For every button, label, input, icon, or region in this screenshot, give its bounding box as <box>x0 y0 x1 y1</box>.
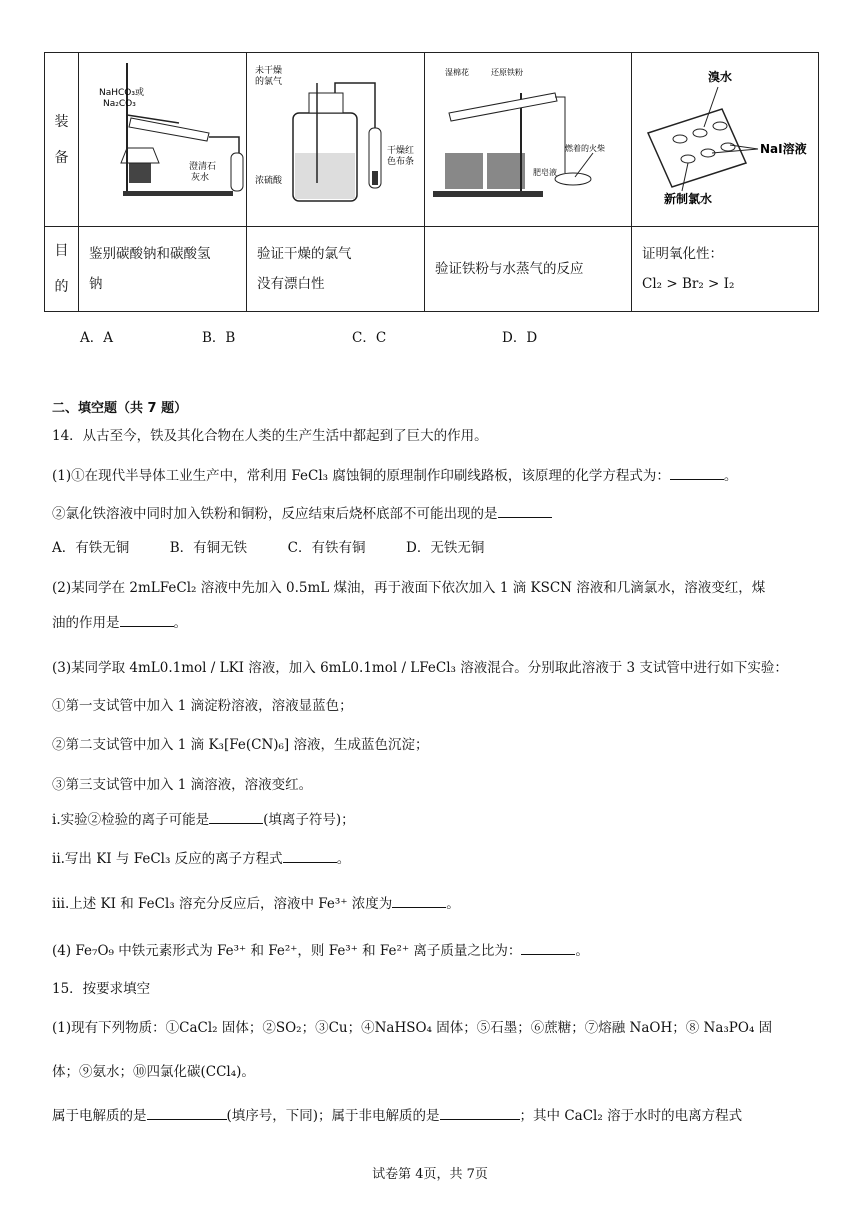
q14-3-iii: iii.上述 KI 和 FeCl₃ 溶充分反应后，溶液中 Fe³⁺ 浓度为 。 <box>52 896 460 912</box>
option-b[interactable]: B．B <box>202 330 236 346</box>
q14-4-line: (4) Fe₇O₉ 中铁元素形式为 Fe³⁺ 和 Fe²⁺，则 Fe³⁺ 和 Fe²⁺ 离子质量之比为： 。 <box>52 943 589 959</box>
option-a[interactable]: A．A <box>80 330 113 346</box>
q14-3-step2: ②第二支试管中加入 1 滴 K₃[Fe(CN)₆] 溶液，生成蓝色沉淀； <box>52 737 429 753</box>
q14-3-step3: ③第三支试管中加入 1 滴溶液，溶液变红。 <box>52 777 313 793</box>
purpose-3: 验证铁粉与水蒸气的反应 <box>425 227 632 312</box>
q14-3-step1: ①第一支试管中加入 1 滴淀粉溶液，溶液显蓝色； <box>52 698 353 714</box>
svg-text:Na₂CO₃: Na₂CO₃ <box>103 99 136 109</box>
section-heading: 二、填空题（共 7 题） <box>52 401 188 416</box>
q14-3-i: i.实验②检验的离子可能是 (填离子符号)； <box>52 812 355 828</box>
svg-text:干燥红: 干燥红 <box>387 146 415 156</box>
iron-steam-diagram-icon <box>425 53 632 222</box>
gas-wash-bottle-diagram-icon <box>247 53 425 222</box>
q14-1b-line: ②氯化铁溶液中同时加入铁粉和铜粉，反应结束后烧杯底部不可能出现的是 <box>52 502 552 522</box>
q14-stem: 14．从古至今，铁及其化合物在人类的生产生活中都起到了巨大的作用。 <box>52 428 488 444</box>
svg-text:色布条: 色布条 <box>387 157 415 167</box>
svg-text:新制氯水: 新制氯水 <box>664 192 713 206</box>
apparatus-table <box>44 52 819 312</box>
row-head-apparatus: 装 备 <box>45 53 79 227</box>
heating-tube-diagram-icon <box>79 53 247 222</box>
svg-text:澄清石: 澄清石 <box>189 162 217 172</box>
q14-2-line2: 油的作用是 。 <box>52 615 187 631</box>
q15-1-line: (1)现有下列物质：①CaCl₂ 固体；②SO₂；③Cu；④NaHSO₄ 固体；⑤石墨；⑥蔗糖；⑦熔融 NaOH；⑧ Na₃PO₄ 固 <box>52 1020 773 1036</box>
svg-text:燃着的火柴: 燃着的火柴 <box>565 144 605 153</box>
row-head-purpose: 目 的 <box>45 227 79 312</box>
answer-blank[interactable] <box>283 850 337 863</box>
q14-3-line: (3)某同学取 4mL0.1mol / LKI 溶液，加入 6mL0.1mol / LFeCl₃ 溶液混合。分别取此溶液于 3 支试管中进行如下实验： <box>52 660 788 676</box>
spot-plate-diagram-icon <box>632 53 819 222</box>
svg-text:溴水: 溴水 <box>708 70 733 84</box>
q14-2-line: (2)某同学在 2mLFeCl₂ 溶液中先加入 0.5mL 煤油，再于液面下依次加入 1 滴 KSCN 溶液和几滴氯水，溶液变红，煤 <box>52 580 766 596</box>
q14-1b-options: A．有铁无铜 B．有铜无铁 C．有铁有铜 D．无铁无铜 <box>52 540 485 556</box>
svg-text:还原铁粉: 还原铁粉 <box>491 68 523 77</box>
page-footer: 试卷第 4页，共 7页 <box>372 1167 488 1182</box>
q15-1-line3: 属于电解质的是 (填序号，下同)；属于非电解质的是 ；其中 CaCl₂ 溶于水时的电离方程式 <box>52 1108 743 1124</box>
apparatus-3 <box>425 53 632 227</box>
apparatus-4 <box>632 53 819 227</box>
apparatus-2 <box>247 53 425 227</box>
svg-text:未干燥: 未干燥 <box>255 66 283 76</box>
answer-blank[interactable] <box>521 942 575 955</box>
svg-text:的氯气: 的氯气 <box>255 77 283 87</box>
answer-blank[interactable] <box>120 614 174 627</box>
answer-blank[interactable] <box>147 1107 227 1120</box>
answer-blank[interactable] <box>392 895 446 908</box>
q14-3-ii: ii.写出 KI 与 FeCl₃ 反应的离子方程式 。 <box>52 851 351 867</box>
q15-1-line2: 体；⑨氨水；⑩四氯化碳(CCl₄)。 <box>52 1064 255 1080</box>
q14-1-line: (1)①在现代半导体工业生产中，常利用 FeCl₃ 腐蚀铜的原理制作印刷线路板，该原理的化学方程式为： 。 <box>52 468 738 484</box>
purpose-1: 鉴别碳酸钠和碳酸氢 钠 <box>79 227 247 312</box>
answer-blank[interactable] <box>440 1107 520 1120</box>
svg-text:NaHCO₃或: NaHCO₃或 <box>99 88 144 98</box>
q15-stem: 15．按要求填空 <box>52 981 151 997</box>
answer-blank[interactable] <box>670 467 724 480</box>
option-c[interactable]: C．C <box>352 330 387 346</box>
apparatus-1 <box>79 53 247 227</box>
svg-text:浓硫酸: 浓硫酸 <box>255 176 283 186</box>
answer-blank[interactable] <box>498 505 552 518</box>
purpose-4: 证明氧化性： Cl₂ > Br₂ > I₂ <box>632 227 819 312</box>
purpose-2: 验证干燥的氯气 没有漂白性 <box>247 227 425 312</box>
svg-text:NaI溶液: NaI溶液 <box>760 142 807 156</box>
option-d[interactable]: D．D <box>502 330 538 346</box>
svg-text:湿棉花: 湿棉花 <box>445 68 469 77</box>
svg-text:灰水: 灰水 <box>191 173 210 183</box>
answer-blank[interactable] <box>209 811 263 824</box>
svg-text:肥皂液: 肥皂液 <box>533 168 557 177</box>
